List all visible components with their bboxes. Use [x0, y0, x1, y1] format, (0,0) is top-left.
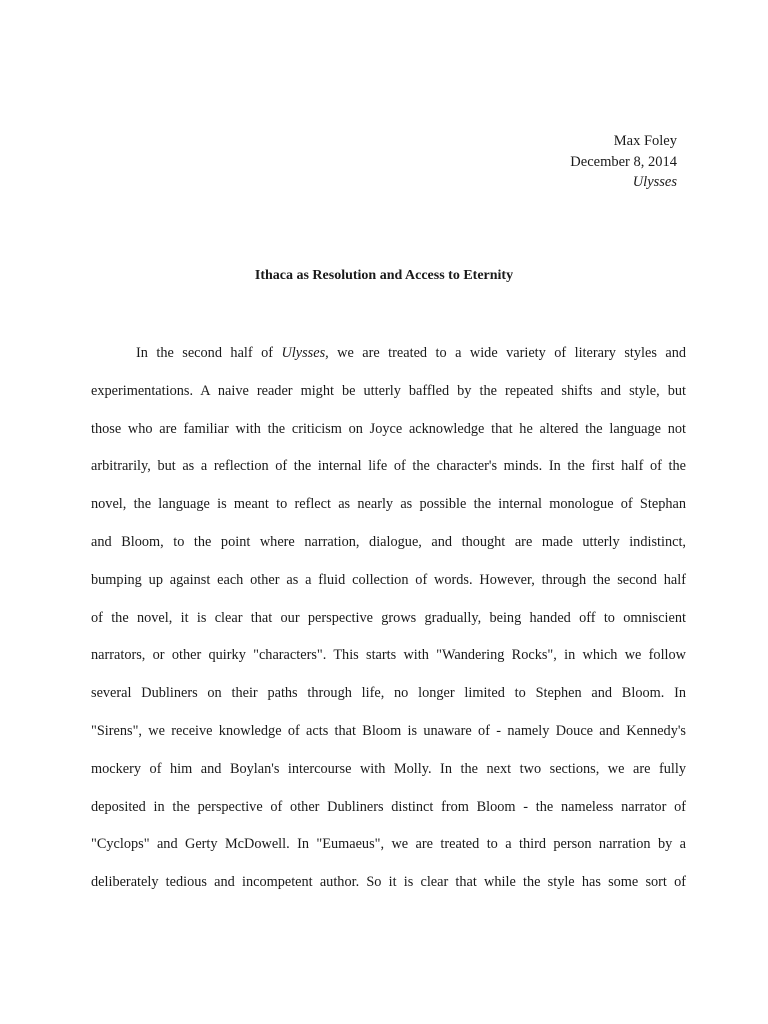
novel-title-italic: Ulysses,: [281, 345, 329, 361]
line-1-lead: In the second half of: [136, 345, 282, 361]
text-line-7: bumping up against each other as a fluid collection of words. However, through the second half: [91, 571, 686, 588]
essay-title: Ithaca as Resolution and Access to Eternity: [254, 268, 514, 283]
text-line-5: novel, the language is meant to reflect as nearly as possible the internal monologue of Stephan: [91, 496, 686, 513]
text-line-1: [91, 343, 686, 381]
text-line-8: of the novel, it is clear that our perspective grows gradually, being handed off to omniscient: [91, 609, 686, 626]
text-line-9: narrators, or other quirky "characters". This starts with "Wandering Rocks", in which we follow: [91, 647, 686, 664]
header-block: [570, 131, 677, 193]
text-line-14: "Cyclops" and Gerty McDowell. In "Eumaeus", we are treated to a third person narration by a: [91, 836, 686, 853]
text-line-15: deliberately tedious and incompetent author. So it is clear that while the style has some sort of: [91, 874, 686, 891]
text-line-3: those who are familiar with the criticism on Joyce acknowledge that he altered the language not: [91, 420, 686, 437]
author-name: Max Foley: [613, 133, 677, 149]
text-line-13: deposited in the perspective of other Dubliners distinct from Bloom - the nameless narrator of: [91, 798, 686, 815]
essay-body: [91, 343, 686, 910]
text-line-12: mockery of him and Boylan's intercourse with Molly. In the next two sections, we are fully: [91, 760, 686, 777]
text-line-4: arbitrarily, but as a reflection of the internal life of the character's minds. In the first half of the: [91, 458, 686, 475]
text-line-10: several Dubliners on their paths through life, no longer limited to Stephen and Bloom. In: [91, 685, 686, 702]
line-1-rest: we are treated to a wide variety of literary styles and: [328, 345, 686, 361]
text-line-6: and Bloom, to the point where narration, dialogue, and thought are made utterly indistinct,: [91, 533, 686, 550]
essay-date: December 8, 2014: [570, 153, 677, 170]
course-name: Ulysses: [632, 174, 677, 190]
text-line-11: "Sirens", we receive knowledge of acts that Bloom is unaware of - namely Douce and Kennedy's: [91, 722, 686, 739]
text-line-2: experimentations. A naive reader might be utterly baffled by the repeated shifts and style, but: [91, 382, 686, 399]
